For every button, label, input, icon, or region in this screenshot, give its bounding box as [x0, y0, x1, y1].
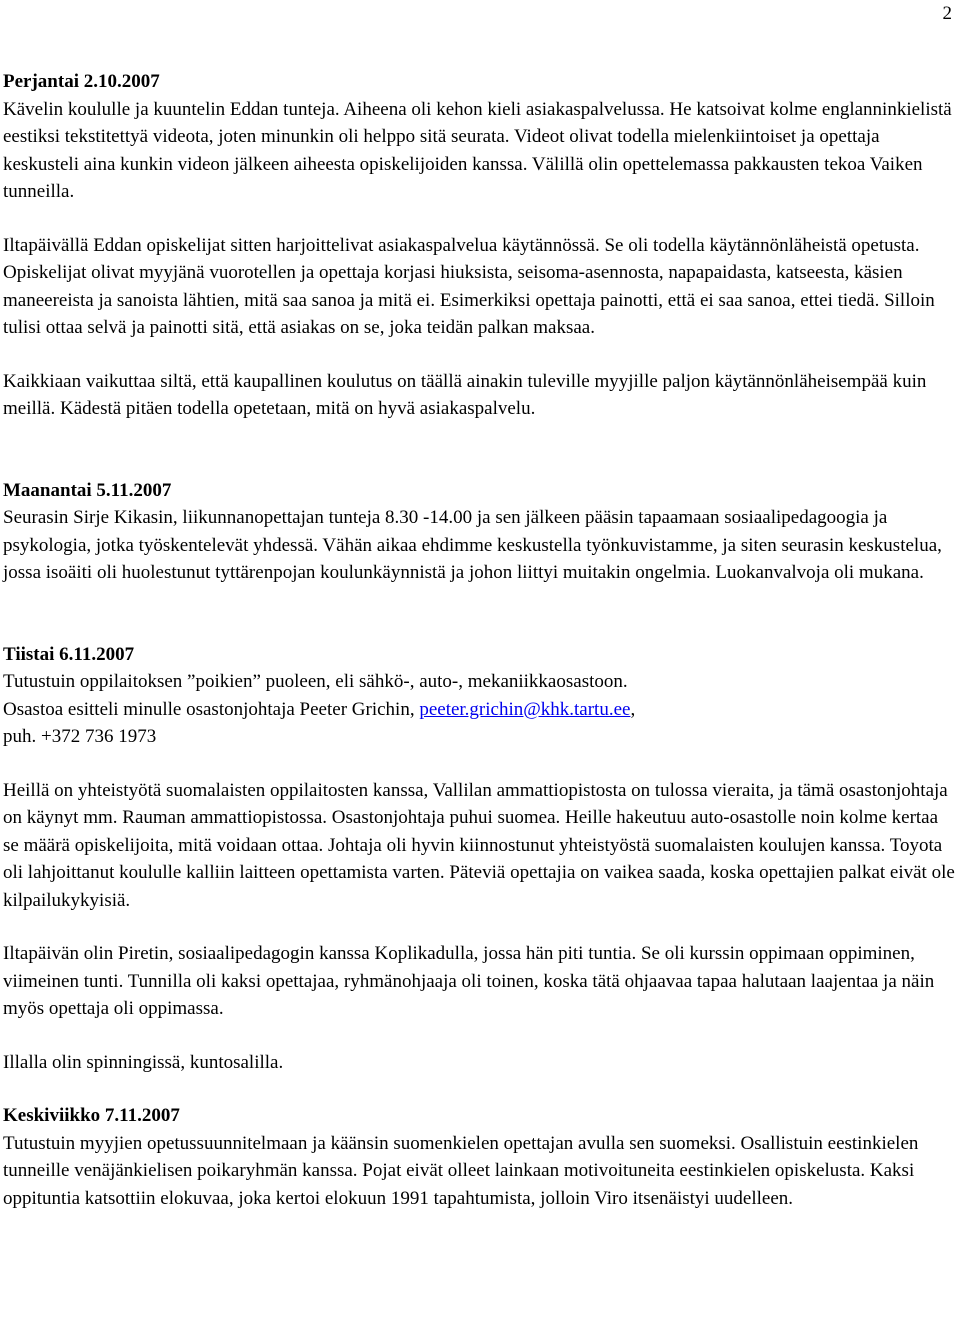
- entry-spacer: [3, 1076, 958, 1102]
- entry-paragraph: Illalla olin spinningissä, kuntosalilla.: [3, 1051, 284, 1073]
- entry-intro-line: Tutustuin oppilaitoksen ”poikien” puoleen, eli sähkö-, auto-, mekaniikkaosastoon.: [3, 671, 628, 692]
- entry-paragraph: Kävelin koululle ja kuuntelin Eddan tunteja. Aiheena oli kehon kieli asiakaspalvelussa. He katsoivat kolme englanninkielistä eestiksi tekstitettyä videota, joten minunkin oli helppo sitä seurata. Videot olivat todella mielenkiintoiset ja opettaja keskusteli aina kunkin videon jälkeen aiheesta opiskelijoiden kanssa. Välillä olin opettelemassa pakkausten tekoa Vaiken tunneilla.: [3, 98, 952, 202]
- diary-entry-friday: [3, 68, 958, 423]
- entry-intro-line: [3, 696, 958, 724]
- entry-paragraph: Heillä on yhteistyötä suomalaisten oppilaitosten kanssa, Vallilan ammattiopistosta on tulossa vieraita, ja tämä osastonjohtaja on käynyt mm. Rauman ammattiopistossa. Osastonjohtaja puhui suomea. Heille hakeutuu auto-osastolle noin kolme kertaa se määrä opiskelijoita, mitä voidaan ottaa. Johtaja oli hyvin kiinnostunut yhteistyöstä suomalaisten koulujen kanssa. Toyota oli lahjoittanut koululle kalliin laitteen opettamista varten. Päteviä opettajia on vaikea saada, koska opettajien palkat eivät ole kilpailukykyisiä.: [3, 779, 955, 911]
- entry-paragraph: Iltapäivällä Eddan opiskelijat sitten harjoittelivat asiakaspalvelua käytännössä. Se oli todella käytännönläheistä opetusta. Opiskelijat olivat myyjänä vuorotellen ja opettaja korjasi hiuksista, seisoma-asennosta, napapaidasta, katseesta, käsien maneereista ja sanoista lähtien, mitä saa sanoa ja mitä ei. Esimerkiksi opettaja painotti, että ei saa sanoa, ettei tiedä. Silloin tulisi ottaa selvä ja painotti sitä, että asiakas on se, joka teidän palkan maksaa.: [3, 234, 935, 338]
- entry-date: Keskiviikko 7.11.2007: [3, 1105, 180, 1126]
- entry-date: Perjantai 2.10.2007: [3, 71, 160, 92]
- paragraph-spacer: [3, 914, 958, 940]
- paragraph-spacer: [3, 342, 958, 368]
- entry-paragraph: Seurasin Sirje Kikasin, liikunnanopettajan tunteja 8.30 -14.00 ja sen jälkeen pääsin tapaamaan sosiaalipedagoogia ja psykologia, jotka työskentelevät yhdessä. Vähän aikaa ehdimme keskustella työnkuvistamme, ja siten seurasin keskustelua, jossa isoäiti oli huolestunut tyttärenpojan koulunkäynnistä ja johon liittyi muitakin ongelmia. Luokanvalvoja oli mukana.: [3, 507, 942, 583]
- diary-entry-wednesday: [3, 1102, 958, 1212]
- entry-date: Tiistai 6.11.2007: [3, 643, 135, 665]
- entry-paragraph: Kaikkiaan vaikuttaa siltä, että kaupallinen koulutus on täällä ainakin tuleville myyjille paljon käytännönläheisempää kuin meillä. Kädestä pitäen todella opetetaan, mitä on hyvä asiakaspalvelu.: [3, 370, 927, 419]
- paragraph-spacer: [3, 1023, 958, 1049]
- contact-punctuation: ,: [630, 698, 636, 720]
- email-link[interactable]: peeter.grichin@khk.tartu.ee: [419, 698, 631, 720]
- entry-spacer: [3, 587, 958, 641]
- paragraph-spacer: [3, 206, 958, 232]
- entry-spacer: [3, 423, 958, 477]
- phone-line: puh. +372 736 1973: [3, 726, 157, 747]
- page-number: 2: [942, 3, 952, 24]
- diary-entry-monday: [3, 477, 958, 587]
- contact-text: Osastoa esitteli minulle osastonjohtaja Peeter Grichin,: [3, 698, 420, 720]
- entry-date: Maanantai 5.11.2007: [3, 479, 172, 501]
- diary-entry-tuesday: [3, 641, 958, 1077]
- document-body: [3, 68, 958, 1212]
- entry-paragraph: Iltapäivän olin Piretin, sosiaalipedagogin kanssa Koplikadulla, jossa hän piti tuntia. Se oli kurssin oppimaan oppiminen, viimeinen tunti. Tunnilla oli kaksi opettajaa, ryhmänohjaaja oli toinen, koska tätä ohjaavaa tapaa halutaan laajentaa ja näin myös opettaja oli oppimassa.: [3, 943, 935, 1019]
- entry-paragraph: Tutustuin myyjien opetussuunnitelmaan ja käänsin suomenkielen opettajan avulla sen suomeksi. Osallistuin eestinkielen tunneille venäjänkielisen poikaryhmän kanssa. Pojat eivät olleet lainkaan motivoituneita eestinkielen opiskelusta. Kaksi oppituntia katsottiin elokuvaa, joka kertoi elokuun 1991 tapahtumista, jolloin Viro itsenäistyi uudelleen.: [3, 1132, 919, 1209]
- paragraph-spacer: [3, 751, 958, 777]
